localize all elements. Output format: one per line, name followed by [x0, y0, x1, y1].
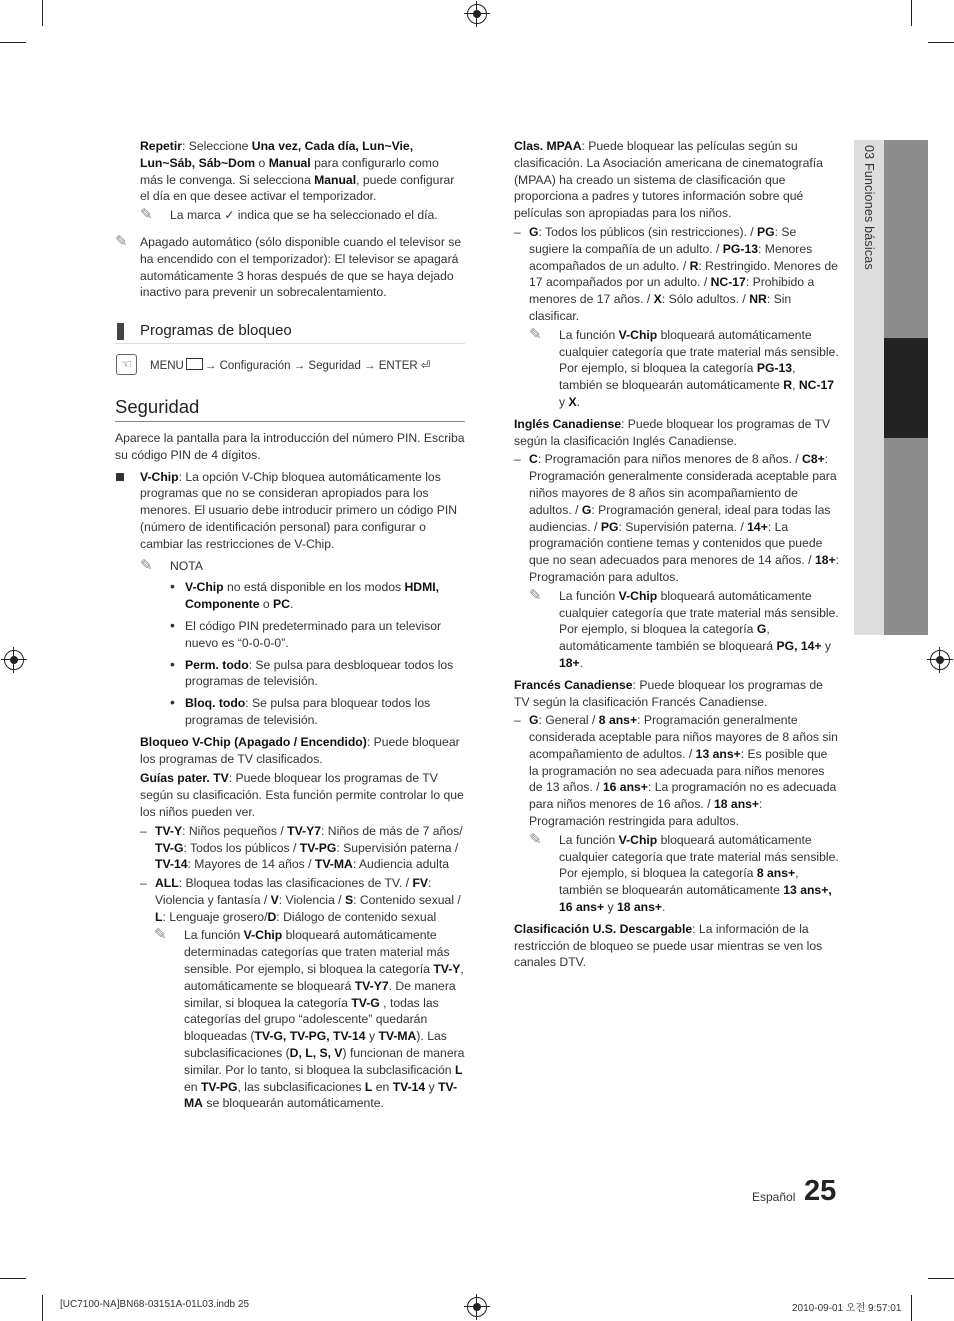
note-pen-icon: ✎: [140, 206, 153, 224]
chapter-tab-label: 03 Funciones básicas: [862, 145, 876, 270]
clasificacion-paragraph: Clasificación U.S. Descargable: La información de la restricción de bloqueo se puede usar mientras se ven los canales DTV.: [514, 921, 823, 970]
list-item: • El código PIN predeterminado para un televisor nuevo es “0-0-0-0”.: [170, 618, 465, 652]
apagado-note: ✎ Apagado automático (sólo disponible cuando el televisor se ha encendido con el temporizador): El televisor se apagará automáticamente 3 horas después de que se haya dejado inactivo para prevenir un sobrecalentamiento.: [115, 232, 462, 300]
crop-mark: [0, 1278, 26, 1279]
registration-mark-icon: [467, 1297, 487, 1317]
note-pen-icon: ✎: [140, 556, 153, 574]
note-pen-icon: ✎: [115, 232, 128, 250]
enter-icon: ⏎: [420, 360, 431, 373]
note-pen-icon: ✎: [529, 586, 542, 604]
list-item: • Bloq. todo: Se pulsa para bloquear todos los programas de televisión.: [170, 695, 465, 729]
check-icon: ✓: [224, 208, 235, 223]
vchip-note: ✎ La función V-Chip bloqueará automáticamente determinadas categorías que traten material más sensible. Por ejemplo, si bloquea la categoría TV-Y, automáticamente se bloqueará TV-Y7. De manera similar, si bloquea la categoría TV-G , todas las categorías del grupo “adolescente” quedarán bloqueadas (TV-G, TV-PG, TV-14 y TV-MA). Las subclasificaciones (D, L, S, V) funcionan de manera similar. Por lo tanto, si bloquea la subclasificación L en TV-PG, las subclasificaciones L en TV-14 y TV-MA se bloquearán automáticamente.: [154, 926, 465, 1111]
crop-mark: [0, 42, 26, 43]
note-pen-icon: ✎: [154, 926, 167, 944]
subsection-title: Programas de bloqueo: [115, 321, 465, 344]
frances-ratings-item: – G: General / 8 ans+: Programación generalmente considerada aceptable para niños mayores de 8 años sin acompañamiento de adultos. / 13 ans+: Es posible que la programación no sea adecuada para niños menores de 13 años. / 16 ans+: La programación no es adecuada para niños menores de 16 años. / 18 ans+: Programación restringida para adultos.: [514, 712, 839, 830]
list-item: • V-Chip no está disponible en los modos HDMI, Componente o PC.: [170, 579, 465, 613]
tv-subratings-item: – ALL: Bloquea todas las clasificaciones de TV. / FV: Violencia y fantasía / V: Violencia / S: Contenido sexual / L: Lenguaje grosero/D: Diálogo de contenido sexual: [140, 875, 465, 925]
note-pen-icon: ✎: [529, 325, 542, 343]
crop-mark: [911, 0, 912, 26]
menu-path: ☜ MENU → Configuración → Seguridad → ENTER ⏎: [115, 358, 465, 375]
guias-paragraph: Guías pater. TV: Puede bloquear los programas de TV según su clasificación. Esta función permite controlar lo que los niños pueden ver.: [140, 771, 464, 819]
frances-paragraph: Francés Canadiense: Puede bloquear los programas de TV según la clasificación Francés Canadiense.: [514, 677, 823, 709]
footer-timestamp: 2010-09-01 오전 9:57:01: [792, 1303, 902, 1314]
crop-mark: [42, 0, 43, 26]
page-language: Español: [752, 1190, 796, 1204]
menu-grid-icon: [186, 358, 203, 370]
repetir-paragraph: Repetir: Seleccione Una vez, Cada día, Lun~Vie, Lun~Sáb, Sáb~Dom o Manual para configurarlo como más le convenga. Si selecciona Manual, puede configurar el día en que desee activar el temporizador.: [140, 139, 455, 204]
frances-note: ✎ La función V-Chip bloqueará automáticamente cualquier categoría que trate material más sensible. Por ejemplo, si bloquea la categoría 8 ans+, también se bloquearán automáticamente 13 ans+, 16 ans+ y 18 ans+.: [529, 830, 839, 915]
registration-mark-icon: [467, 4, 487, 24]
bloqueo-paragraph: Bloqueo V-Chip (Apagado / Encendido): Puede bloquear los programas de TV clasificados.: [140, 734, 460, 766]
right-column: [514, 138, 839, 971]
registration-mark-icon: [4, 650, 24, 670]
mpaa-ratings-item: – G: Todos los públicos (sin restricciones). / PG: Se sugiere la compañía de un adulto. / PG-13: Menores acompañados de un adulto. / R: Restringido. Menores de 17 acompañados por un adulto. / NC-17: Prohibido a menores de 17 años. / X: Sólo adultos. / NR: Sin clasificar.: [514, 224, 839, 325]
marca-note: ✎ La marca ✓ indica que se ha seleccionado el día.: [140, 206, 438, 224]
intro-paragraph: Aparece la pantalla para la introducción del número PIN. Escriba su código PIN de 4 dígitos.: [115, 430, 465, 462]
page-number: 25: [804, 1175, 837, 1207]
crop-mark: [928, 1278, 954, 1279]
mpaa-note: ✎ La función V-Chip bloqueará automáticamente cualquier categoría que trate material más sensible. Por ejemplo, si bloquea la categoría PG-13, también se bloquearán automáticamente R, NC-17 y X.: [529, 325, 839, 409]
crop-mark: [928, 42, 954, 43]
vchip-item: V-Chip: La opción V-Chip bloquea automáticamente los programas que no se consideran apropiados para los menores. El usuario debe introducir primero un código PIN (número de identificación personal) para configurar o cambiar las restricciones de V-Chip.: [115, 469, 465, 553]
crop-mark: [42, 1295, 43, 1321]
left-column: [115, 138, 465, 1112]
list-item: • Perm. todo: Se pulsa para desbloquear todos los programas de televisión.: [170, 657, 465, 691]
crop-mark: [911, 1295, 912, 1321]
note-pen-icon: ✎: [529, 830, 542, 848]
hand-menu-icon: ☜: [116, 354, 137, 375]
tv-ratings-item: – TV-Y: Niños pequeños / TV-Y7: Niños de más de 7 años/ TV-G: Todos los públicos / TV-PG: Supervisión paterna / TV-14: Mayores de 14 años / TV-MA: Audiencia adulta: [140, 823, 465, 873]
ingles-ratings-item: – C: Programación para niños menores de 8 años. / C8+: Programación generalmente considerada aceptable para niños mayores de 8 años sin acompañamiento de adultos. / G: Programación general, ideal para todas las audiencias. / PG: Supervisión paterna. / 14+: La programación contiene temas y contenidos que puede que no sean adecuados para menores de 14 años. / 18+: Programación para adultos.: [514, 451, 839, 585]
section-title: Seguridad: [115, 395, 465, 422]
ingles-note: ✎ La función V-Chip bloqueará automáticamente cualquier categoría que trate material más sensible. Por ejemplo, si bloquea la categoría G, automáticamente también se bloqueará PG, 14+ y 18+.: [529, 586, 839, 670]
mpaa-paragraph: Clas. MPAA: Puede bloquear las películas según su clasificación. La Asociación americana de cinematografía (MPAA) ha creado un sistema de clasificación que proporciona a padres y tutores información sobre qué películas son apropiadas para los niños.: [514, 139, 823, 221]
footer-file-info: [UC7100-NA]BN68-03151A-01L03.indb 25: [60, 1299, 250, 1310]
ingles-paragraph: Inglés Canadiense: Puede bloquear los programas de TV según la clasificación Inglés Canadiense.: [514, 416, 831, 448]
nota-header: ✎ NOTA: [140, 556, 203, 574]
registration-mark-icon: [930, 650, 950, 670]
